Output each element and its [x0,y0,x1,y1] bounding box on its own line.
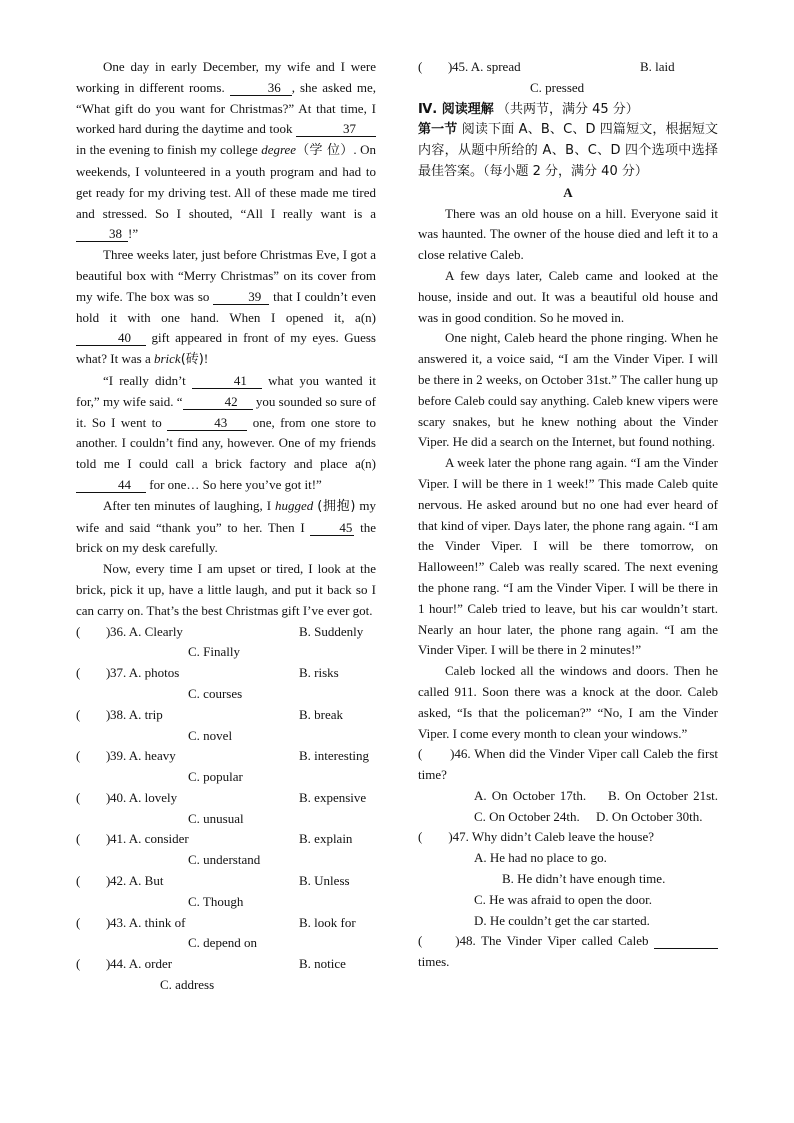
question-stem: 46. When did the Vinder Viper call Caleb the first time? [418,746,718,783]
text: . On weekends, I volunteered in a youth program and had to get ready for my driving test. All of these made me tired and stressed. So I shouted, “All I really want is a [76,142,377,221]
answer-paren-left[interactable]: ( [76,665,81,681]
question-46-options[interactable]: A. On October 17th. B. On October 21st. C. On October 24th. D. On October 30th. [474,787,735,824]
passage-paragraph: Caleb locked all the windows and doors. Then he called 911. Soon there was a knock at the door. Caleb asked, “Is that the policeman?” “No, I am the Vinder Viper. I come every month to clean your windows.” [418,663,718,741]
text: ! [203,351,209,367]
option-c[interactable]: C. He was afraid to open the door. [474,891,652,907]
cloze-question [76,913,376,934]
cloze-paragraph-4 [76,496,376,559]
option-d[interactable]: D. He couldn’t get the car started. [474,912,650,928]
cloze-question [76,746,376,767]
part-instructions [418,120,718,182]
blank-48[interactable] [654,933,718,949]
reading-column [418,57,735,973]
text: After ten minutes of laughing, I [103,497,272,513]
cloze-question-row2 [76,642,376,663]
blank-44[interactable]: 44 [76,477,146,493]
blank-45[interactable]: 45 [310,520,354,536]
text: in the evening to finish my college [76,142,258,158]
option-b[interactable]: B. Suddenly [299,623,364,639]
answer-paren[interactable]: ( ) [418,933,460,949]
answer-paren[interactable]: ( ) [418,829,453,845]
answer-paren-right[interactable]: ) [106,873,111,889]
gloss-brick: (砖) [180,352,204,368]
part-label: 第一节 [418,122,458,138]
blank-37[interactable]: 37 [296,121,376,137]
answer-paren-left[interactable]: ( [76,956,81,972]
option-c[interactable]: C. depend on [188,935,257,951]
answer-paren-right[interactable]: ) [106,956,111,972]
option-a[interactable]: 39. A. heavy [110,748,176,764]
word-hugged: hugged [275,497,314,513]
passage-letter: A [563,184,573,200]
answer-paren-right[interactable]: ) [106,623,111,639]
text: for one… So here you’ve got it!” [149,476,322,492]
option-c[interactable]: C. pressed [530,79,585,95]
answer-paren-left[interactable]: ( [76,623,81,639]
cloze-questions [76,622,376,996]
question-47 [418,827,718,848]
question-stem: 47. Why didn’t Caleb leave the house? [452,829,655,845]
question-45 [418,57,718,78]
cloze-question [76,954,376,975]
option-a[interactable]: 37. A. photos [110,665,180,681]
answer-paren-right[interactable]: ) [106,914,111,930]
text: Three weeks later, just before Christmas Eve, I got a beautiful box with “Merry Christmas” on its cover from my wife. The box was so [76,247,376,304]
cloze-question-row2 [76,684,376,705]
option-a[interactable]: 41. A. consider [110,831,189,847]
passage-paragraph: A week later the phone rang again. “I am the Vinder Viper. I will be there in 1 week!” This made Caleb quite nervous. He asked around but no one had ever heard of that kind of viper. Days later, the phone rang again. “I am the Vinder Viper. I will be there tomorrow, on Halloween!” Caleb was really scared. The next evening the phone rang. “I am the Vinder Viper. I will be there in 1 hour!” Caleb tried to leave, but his car wouldn’t start. Nearly an hour later, the phone rang again. “I am the Vinder Viper. I will be there in 2 minutes!” [418,455,718,658]
cloze-question-row2 [76,767,376,788]
option-a[interactable]: 40. A. lovely [110,789,178,805]
option-c[interactable]: C. understand [188,852,261,868]
text: “I really didn’t [103,372,186,388]
cloze-column [76,57,376,996]
answer-paren-right[interactable]: ) [106,789,111,805]
passage-paragraph: There was an old house on a hill. Everyone said it was haunted. The owner of the house died and left it to a close relative Caleb. [418,205,718,263]
blank-40[interactable]: 40 [76,330,146,346]
cloze-paragraph-1 [76,57,376,245]
answer-paren-left[interactable]: ( [76,748,81,764]
blank-42[interactable]: 42 [183,394,253,410]
answer-paren-right[interactable]: ) [106,706,111,722]
part-instruction-text: 阅读下面 A、B、C、D 四篇短文，根据短文内容，从题中所给的 A、B、C、D 四个选项中选择最佳答案。（每小题 2 分，满分 40 分） [418,122,718,179]
text: my wife and said “thank you” to her. Then I [76,497,376,535]
option-c[interactable]: C. address [160,977,215,993]
option-b[interactable]: B. look for [299,914,356,930]
option-a[interactable]: 44. A. order [110,956,173,972]
question-stem-end: times. [418,954,450,970]
option-c[interactable]: C. Though [188,893,244,909]
answer-paren-right[interactable]: ) [106,748,111,764]
text: gift appeared in front of my eyes. Guess what? It was a [76,330,376,367]
option-b[interactable]: B. explain [299,831,353,847]
cloze-question-row2 [76,850,376,871]
passage-paragraph: A few days later, Caleb came and looked at the house, inside and out. It was a beautiful old house and was in good condition. So he moved in. [418,267,718,325]
text: !” [128,226,139,242]
cloze-paragraph-2 [76,245,376,371]
text: that I couldn’t even hold it with one hand. When I opened it, a(n) [76,288,377,325]
cloze-question [76,705,376,726]
option-b[interactable]: B. Unless [299,873,350,889]
text: you sounded so sure of it. So I went to [76,393,376,430]
question-48 [418,931,718,973]
word-degree: degree [261,142,297,158]
section-note: （共两节，满分 45 分） [497,101,639,117]
section-title: Ⅳ. 阅读理解 [418,101,494,117]
blank-38[interactable]: 38 [76,226,128,242]
option-b[interactable]: B. notice [299,956,346,972]
option-a[interactable]: A. He had no place to go. [474,850,607,866]
cloze-question-row2 [76,975,376,996]
answer-paren-left[interactable]: ( [76,831,81,847]
option-b[interactable]: B. interesting [299,748,370,764]
cloze-question-row2 [76,933,376,954]
option-a[interactable]: 43. A. think of [110,914,186,930]
question-46 [418,744,718,786]
cloze-question-row2 [76,892,376,913]
cloze-paragraph-3 [76,371,376,496]
cloze-paragraph-5: Now, every time I am upset or tired, I look at the brick, pick it up, have a little laugh, and put it back so I can carry on. That’s the best Christmas gift I’ve ever got. [76,561,376,618]
option-c[interactable]: C. Finally [188,644,241,660]
question-45-row2 [418,78,718,99]
option-a[interactable]: 38. A. trip [110,706,163,722]
option-c[interactable]: C. popular [188,769,243,785]
text: what you wanted it for,” my wife said. “ [76,372,376,409]
gloss-hugged: (拥抱) [317,498,356,514]
answer-paren-left[interactable]: ( [418,59,423,74]
option-a[interactable]: 45. A. spread [452,59,521,74]
section-heading [418,99,718,121]
option-b[interactable]: B. risks [299,665,339,681]
cloze-question [76,663,376,684]
option-c[interactable]: C. courses [188,685,243,701]
answer-paren-right[interactable]: ) [106,831,111,847]
answer-paren-left[interactable]: ( [76,914,81,930]
option-b[interactable]: B. expensive [299,789,367,805]
blank-41[interactable]: 41 [192,373,262,389]
cloze-question-row2 [76,809,376,830]
cloze-question-row2 [76,726,376,747]
cloze-question [76,788,376,809]
word-brick: brick [153,351,181,367]
cloze-question [76,829,376,850]
blank-39[interactable]: 39 [213,289,269,305]
option-b[interactable]: B. He didn’t have enough time. [502,871,666,887]
question-stem: 48. The Vinder Viper called Caleb [459,933,649,949]
option-c[interactable]: C. novel [188,727,233,743]
text: one, from one store to another. I couldn’t find any, however. One of my friends told me I could call a brick factory and place a(n) [76,414,376,472]
option-b[interactable]: B. break [299,706,344,722]
text: , she asked me, “What gift do you want for Christmas?” At that time, I worked hard during the daytime and took [76,79,376,137]
gloss-degree: （学 位） [296,143,354,159]
answer-paren-right[interactable]: ) [106,665,111,681]
text: One day in early December, my wife and I were working in different rooms. [76,59,376,95]
blank-43[interactable]: 43 [167,415,247,431]
answer-paren-left[interactable]: ( [76,873,81,889]
cloze-question [76,622,376,643]
text: the brick on my desk carefully. [76,519,377,556]
blank-36[interactable]: 36 [230,80,292,96]
answer-paren[interactable]: ( ) [418,746,455,762]
passage-paragraph: One night, Caleb heard the phone ringing. When he answered it, a voice said, “I am the Vinder Viper. I will be there in 2 weeks, on October 31st.” The caller hung up before Caleb could say anything. Caleb knew vipers were scary snakes, but he knew nothing about the Vinder Viper. He did a search on the Internet, but found nothing. [418,330,718,450]
cloze-question [76,871,376,892]
option-a[interactable]: 36. A. Clearly [110,623,183,639]
answer-paren-right[interactable]: ) [448,59,453,74]
answer-paren-left[interactable]: ( [76,789,81,805]
answer-paren-left[interactable]: ( [76,706,81,722]
option-b[interactable]: B. laid [640,59,675,74]
option-c[interactable]: C. unusual [188,810,244,826]
option-a[interactable]: 42. A. But [110,873,164,889]
